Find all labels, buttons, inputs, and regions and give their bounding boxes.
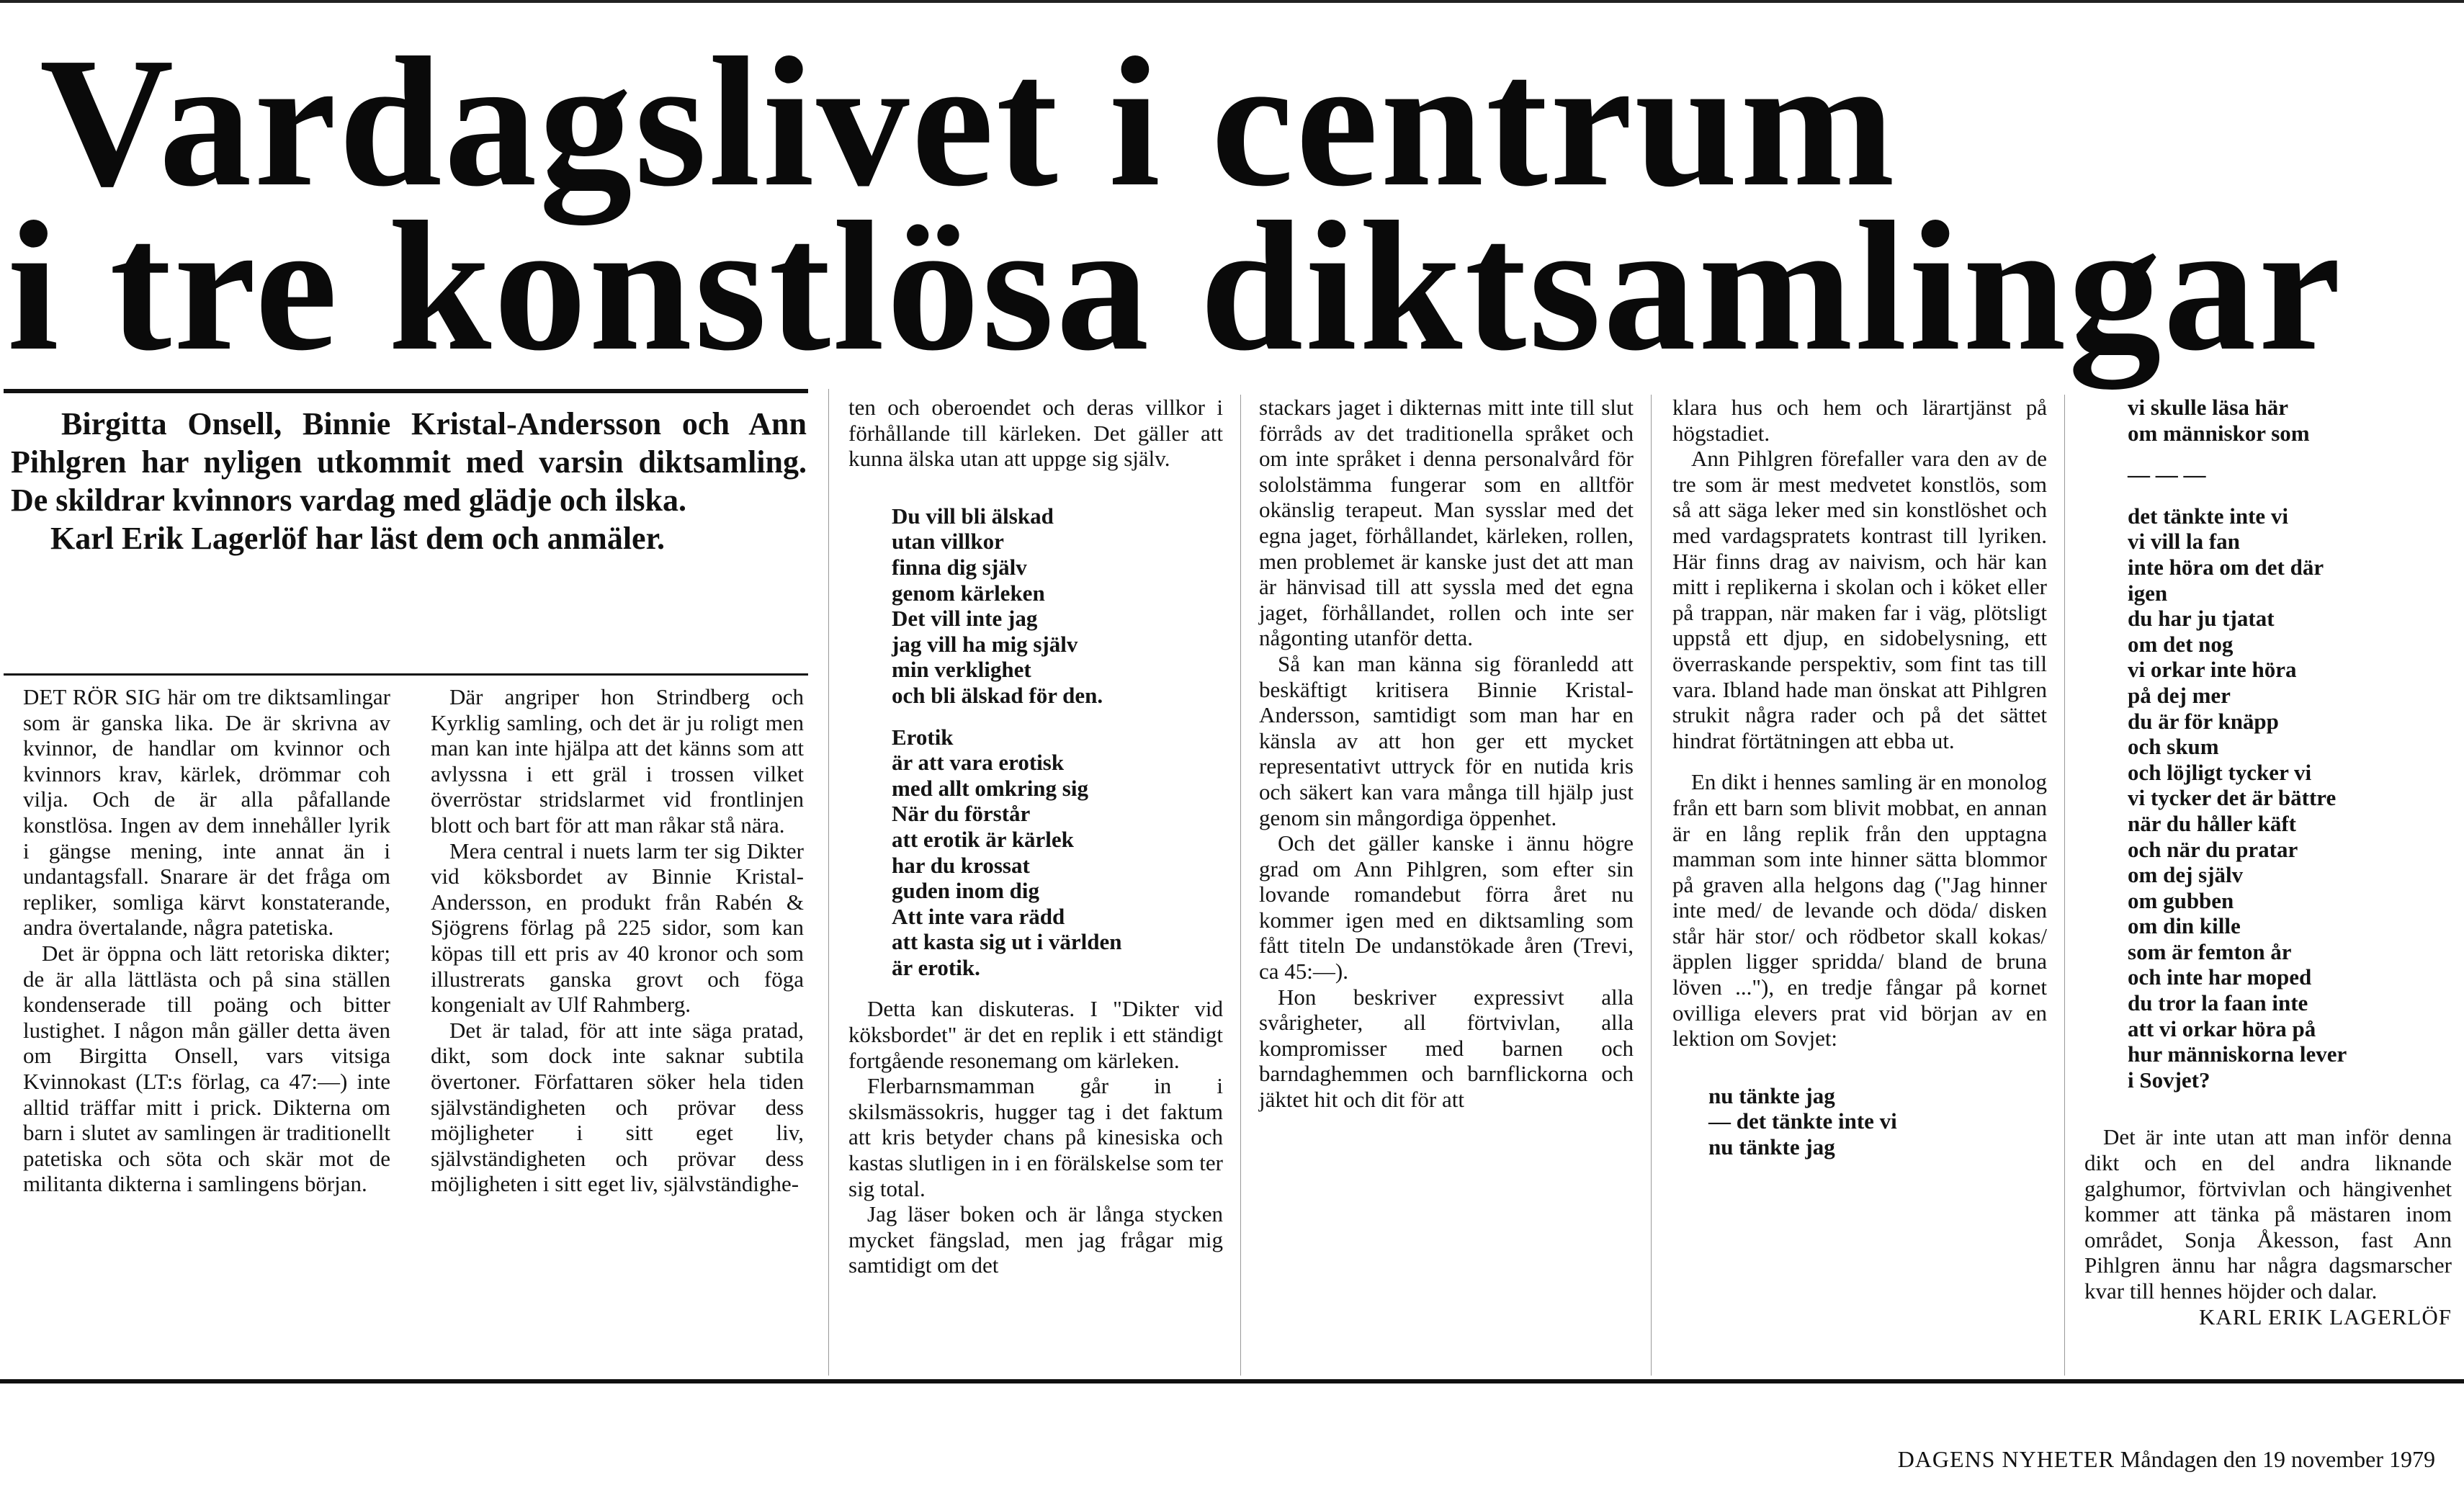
poem-line: min verklighet — [892, 657, 1031, 683]
column-rule — [2064, 395, 2065, 1376]
lead-bottom-rule — [4, 673, 808, 676]
col5-paragraph-1: klara hus och hem och lärartjänst på högstadiet. — [1672, 395, 2047, 446]
poem-top — [2084, 395, 2452, 446]
column-4 — [1259, 395, 1634, 1113]
poem-line: som är femton år — [2128, 938, 2292, 964]
poem-line: att vi orkar höra på — [2128, 1015, 2316, 1041]
column-rule — [1651, 395, 1652, 1376]
col2-paragraph-1: Där angriper hon Strindberg och Kyrklig samling, och det är ju roligt men man kan inte hjälpa att det känns som att avlyssna i ett gräl i trossen vilket överröstar stridslarmet vid frontlinjen blott och bart för att man råkar stå nära. — [431, 684, 804, 838]
col4-paragraph-4: Hon beskriver expressivt alla svårigheter, all förtvivlan, alla kompromisser med barnen och barndaghemmen och barnflickorna och jäktet hit och dit för att — [1259, 984, 1634, 1113]
col3-paragraph-4: Jag läser boken och är långa stycken mycket fängslad, men jag frågar mig samtidigt om det — [848, 1201, 1223, 1278]
page-footer — [1898, 1446, 2435, 1473]
poem-line: guden inom dig — [892, 878, 1040, 904]
lead-top-rule — [4, 389, 808, 393]
poem-dashes: — — — — [2128, 462, 2206, 488]
poem-line: och löjligt tycker vi — [2128, 759, 2312, 785]
poem-line: utan villkor — [892, 529, 1004, 555]
poem-line: när du håller käft — [2128, 810, 2296, 836]
column-rule — [828, 389, 829, 1376]
poem-line: om människor som — [2128, 420, 2310, 446]
poem-line: med allt omkring sig — [892, 775, 1088, 801]
col3-paragraph-3: Flerbarnsmamman går in i skilsmässokris, hugger tag i det faktum att kris betyder chans på kinesiska och kastas slutligen in i en förälskelse som ter sig total. — [848, 1073, 1223, 1201]
poem-line: vi orkar inte höra — [2128, 657, 2297, 683]
poem-line: att erotik är kärlek — [892, 826, 1074, 852]
column-2 — [431, 684, 804, 1197]
col3-paragraph-1: ten och oberoendet och deras villkor i förhållande till kärleken. Det gäller att kunna älska utan att uppge sig själv. — [848, 395, 1223, 472]
col5-paragraph-3: En dikt i hennes samling är en monolog från ett barn som blivit mobbat, en annan är en lång replik från den upptagna mamman som inte hinner sätta blommor på graven alla helgons dag ("Jag hinner inte med/ de levande och döda/ disken står här stor/ och rödbetor skall kokas/ äpplen ligger spridda/ bland de bruna löven ..."), en tredje fångar på kornet ovilliga elevers prat vid början av en lektion om Sovjet: — [1672, 769, 2047, 1051]
poem-erotik — [848, 725, 1223, 981]
poem-line: om dej själv — [2128, 862, 2244, 888]
headline — [0, 19, 2377, 389]
column-1 — [23, 684, 390, 1197]
poem-line: nu tänkte jag — [1708, 1134, 1835, 1160]
column-3 — [848, 395, 1223, 1278]
author-signature: KARL ERIK LAGERLÖF — [2199, 1304, 2452, 1329]
poem-line: och bli älskad för den. — [892, 682, 1103, 708]
poem-line: vi skulle läsa här — [2128, 395, 2289, 420]
poem-line: finna dig själv — [892, 554, 1027, 580]
poem-line: och inte har moped — [2128, 964, 2312, 990]
poem-line: är att vara erotisk — [892, 750, 1065, 776]
col1-paragraph-1: DET RÖR SIG här om tre diktsamlingar som är ganska lika. De är skrivna av kvinnor, de handlar om kvinnor och kvinnors krav, kärlek, drömmar coh vilja. Och de är alla påfallande konstlösa. Ingen av dem innehåller lyrik i gängse mening, inte annat än i undantagsfall. Snarare är det fråga om repliker, somliga kärvt konstaterande, andra övertalande, några patetiska. — [23, 684, 390, 941]
headline-line-2: i tre konstlösa diktsamlingar — [7, 183, 2344, 389]
poem-line: igen — [2128, 580, 2168, 606]
poem-line: på dej mer — [2128, 682, 2231, 708]
poem-nu-tankte-jag — [1672, 1083, 2047, 1160]
top-rule — [0, 0, 2464, 3]
poem-line: du har ju tjatat — [2128, 606, 2275, 632]
poem-line: och när du pratar — [2128, 836, 2298, 862]
col3-paragraph-2: Detta kan diskuteras. I "Dikter vid köksbordet" är det en replik i ett ständigt fortgående resonemang om kärleken. — [848, 996, 1223, 1073]
poem-line: När du förstår — [892, 801, 1031, 827]
poem-line: jag vill ha mig själv — [892, 631, 1078, 657]
poem-line: — det tänkte inte vi — [1708, 1108, 1897, 1134]
poem-line: Att inte vara rädd — [892, 903, 1065, 929]
lead-byline: Karl Erik Lagerlöf har läst dem och anmäler. — [50, 521, 666, 556]
column-6 — [2084, 395, 2452, 1329]
poem-du-vill-bli-alskad — [848, 503, 1223, 709]
poem-line: det tänkte inte vi — [2128, 503, 2289, 529]
poem-line: om din kille — [2128, 913, 2241, 939]
poem-line: har du krossat — [892, 852, 1030, 878]
poem-line: inte höra om det där — [2128, 554, 2324, 580]
col6-paragraph-1: Det är inte utan att man inför denna dikt och en del andra liknande galghumor, förtvivlan och hängivenhet kommer att tänka på mästaren inom området, Sonja Åkesson, fast Ann Pihlgren ännu har några dagsmarscher kvar till hennes höjder och dalar. — [2084, 1124, 2452, 1304]
poem-line: i Sovjet? — [2128, 1067, 2210, 1093]
col4-paragraph-2: Så kan man känna sig föranledd att beskäftigt kritisera Binnie Kristal-Andersson, samtidigt som man har en känsla av att hon ger ett mycket representativt uttryck för en nutida kris och säkert kan vara många till hjälp just genom sin mångordiga öppenhet. — [1259, 650, 1634, 830]
col1-paragraph-2: Det är öppna och lätt retoriska dikter; de är alla lättlästa och på sina ställen kondenserade till poäng och bitter lustighet. I någon mån gäller detta även om Birgitta Onsell, vars vitsiga Kvinnokast (LT:s förlag, ca 47:—) inte alltid träffar mitt i prick. Dikterna om barn i slutet av samlingen är traditionellt patetiska och söta och skär mot de militanta dikterna i samlingens början. — [23, 940, 390, 1197]
poem-line: vi tycker det är bättre — [2128, 785, 2337, 811]
poem-line: vi vill la fan — [2128, 529, 2240, 555]
poem-det-tankte-inte-vi — [2084, 503, 2452, 1093]
col2-paragraph-2: Mera central i nuets larm ter sig Dikter vid köksbordet av Binnie Kristal-Andersson, en produkt från Rabén & Sjögrens förlag på 225 sidor, som kan köpas till ett pris av 40 kronor och som illustrerats ganska grovt och föga kongenialt av Ulf Rahmberg. — [431, 838, 804, 1018]
col2-paragraph-3: Det är talad, för att inte säga pratad, dikt, som dock inte saknar subtila övertoner. Författaren söker hela tiden självständigheten och prövar dess möjligheter i sitt eget liv, självständigheten och prövar dess möjligheten i sitt eget liv, självständighe- — [431, 1017, 804, 1197]
newspaper-name: DAGENS NYHETER — [1897, 1446, 2115, 1472]
poem-line: är erotik. — [892, 954, 980, 980]
poem-line: genom kärleken — [892, 580, 1045, 606]
lead-paragraph — [11, 405, 807, 557]
poem-line: nu tänkte jag — [1708, 1082, 1835, 1108]
poem-line: Du vill bli älskad — [892, 503, 1054, 529]
col5-paragraph-2: Ann Pihlgren förefaller vara den av de tre som är mest medvetet konstlös, som så att säga leker med sin konstlöshet och med vardagspratets kontrast till lyriken. Här finns drag av naivism, och här kan mitt i replikerna i skolan och i köket eller på trappan, när maken far i väg, plötsligt uppstå ett djup, en sidobelysning, ett överraskande perspektiv, som fint tas till vara. Ibland hade man önskat att Pihlgren strukit några rader och på det sättet hindrat förtätningen att ebba ut. — [1672, 446, 2047, 753]
poem-line: Det vill inte jag — [892, 606, 1038, 632]
column-rule — [1240, 395, 1241, 1376]
poem-line: Erotik — [892, 724, 954, 750]
publication-date: Måndagen den 19 november 1979 — [2120, 1446, 2435, 1472]
bottom-rule — [0, 1379, 2464, 1383]
column-5 — [1672, 395, 2047, 1160]
poem-line: att kasta sig ut i världen — [892, 929, 1122, 955]
poem-line: och skum — [2128, 734, 2219, 760]
poem-line: om gubben — [2128, 887, 2234, 913]
poem-line: hur människorna lever — [2128, 1041, 2347, 1067]
poem-line: om det nog — [2128, 631, 2234, 657]
poem-line: du tror la faan inte — [2128, 990, 2308, 1016]
col4-paragraph-1: stackars jaget i dikternas mitt inte till slut förråds av det traditionella språket och om inte språket i denna personalvård för sololstämma fungerar som en alltför okänslig terapeut. Man sysslar med det egna jaget, förhållandet, kärleken, rollen, men problemet är kanske just det att man är hänvisad till att syssla med det egna jaget, förhållandet, rollen och inte ser någonting utanför detta. — [1259, 395, 1634, 651]
poem-line: du är för knäpp — [2128, 708, 2279, 734]
headline-line-1: Vardagslivet i centrum — [40, 19, 1897, 225]
lead-text: Birgitta Onsell, Binnie Kristal-Andersson och Ann Pihlgren har nyligen utkommit med varsin diktsamling. De skildrar kvinnors vardag med glädje och ilska. — [11, 406, 807, 518]
col4-paragraph-3: Och det gäller kanske i ännu högre grad om Ann Pihlgren, som efter sin lovande romandebut förra året nu kommer igen med en diktsamling som fått titeln De undanstökade åren (Trevi, ca 45:—). — [1259, 830, 1634, 985]
